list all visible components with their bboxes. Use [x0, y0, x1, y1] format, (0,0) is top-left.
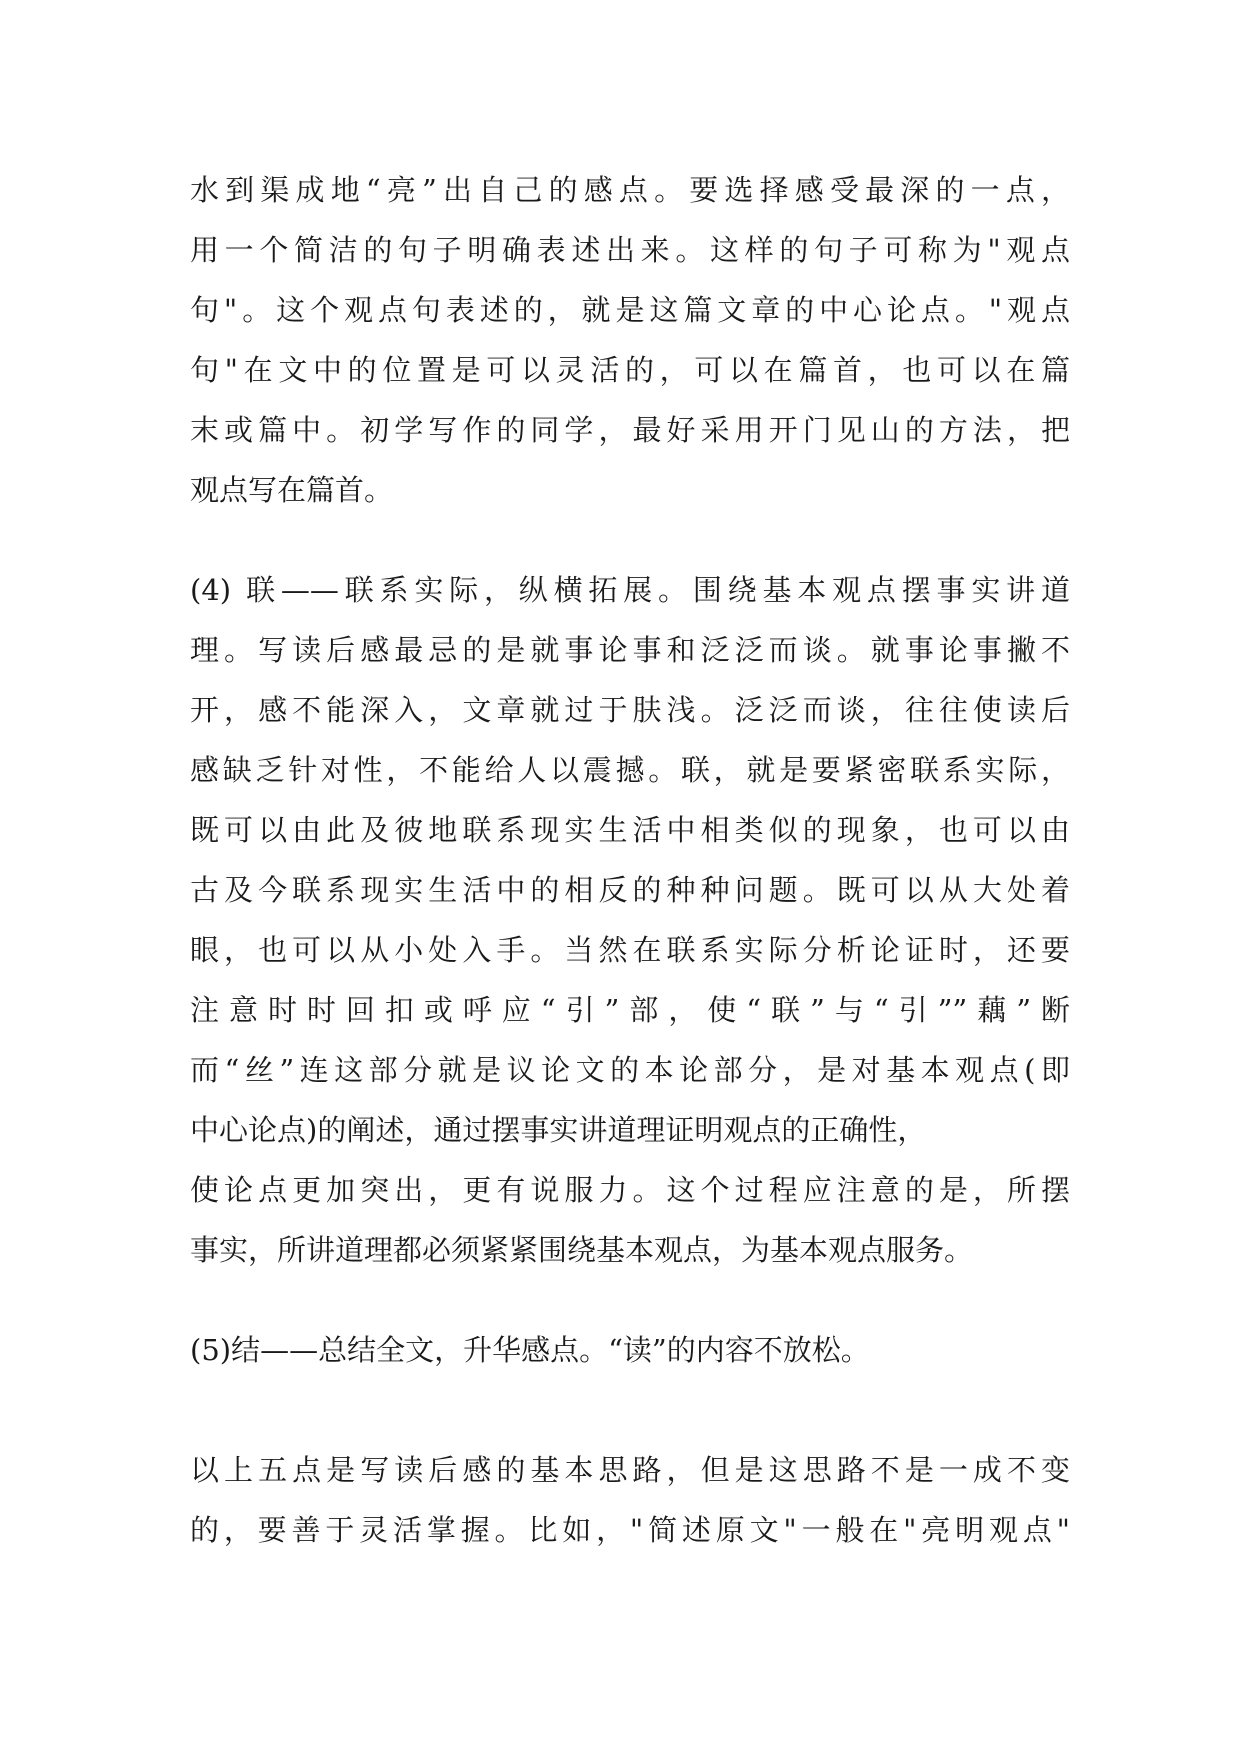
text-line: 用一个简洁的句子明确表述出来。这样的句子可称为"观点 [190, 233, 1070, 267]
text-line: 以上五点是写读后感的基本思路，但是这思路不是一成不变 [190, 1453, 1070, 1487]
text-line: 开，感不能深入，文章就过于肤浅。泛泛而谈，往往使读后 [190, 693, 1070, 727]
text-line: 句"。这个观点句表述的，就是这篇文章的中心论点。"观点 [190, 293, 1070, 327]
text-line: 注意时时回扣或呼应“引”部，使“联”与“引””藕”断 [190, 993, 1070, 1027]
text-line: 使论点更加突出，更有说服力。这个过程应注意的是，所摆 [190, 1173, 1070, 1207]
text-line: 事实，所讲道理都必须紧紧围绕基本观点，为基本观点服务。 [190, 1233, 974, 1267]
text-line: 眼，也可以从小处入手。当然在联系实际分析论证时，还要 [190, 933, 1070, 967]
text-line: (4) 联——联系实际，纵横拓展。围绕基本观点摆事实讲道 [190, 573, 1070, 607]
text-line: 的，要善于灵活掌握。比如，"简述原文"一般在"亮明观点" [190, 1513, 1070, 1547]
text-line: 末或篇中。初学写作的同学，最好采用开门见山的方法，把 [190, 413, 1070, 447]
paragraph-viewpoint [190, 160, 1070, 520]
text-line: 感缺乏针对性，不能给人以震撼。联，就是要紧密联系实际， [190, 753, 1070, 787]
text-line: 水到渠成地“亮”出自己的感点。要选择感受最深的一点， [190, 173, 1070, 207]
paragraph-connect [190, 560, 1070, 1280]
text-line: (5)结——总结全文，升华感点。“读”的内容不放松。 [190, 1333, 870, 1367]
paragraph-summary [190, 1440, 1070, 1560]
text-line: 既可以由此及彼地联系现实生活中相类似的现象，也可以由 [190, 813, 1070, 847]
text-line: 而“丝”连这部分就是议论文的本论部分，是对基本观点(即 [190, 1053, 1070, 1087]
text-line: 理。写读后感最忌的是就事论事和泛泛而谈。就事论事撇不 [190, 633, 1070, 667]
text-line: 中心论点)的阐述，通过摆事实讲道理证明观点的正确性， [190, 1113, 927, 1147]
text-line: 观点写在篇首。 [190, 473, 394, 507]
text-line: 句"在文中的位置是可以灵活的，可以在篇首，也可以在篇 [190, 353, 1070, 387]
text-line: 古及今联系现实生活中的相反的种种问题。既可以从大处着 [190, 873, 1070, 907]
paragraph-conclude [190, 1320, 1070, 1380]
